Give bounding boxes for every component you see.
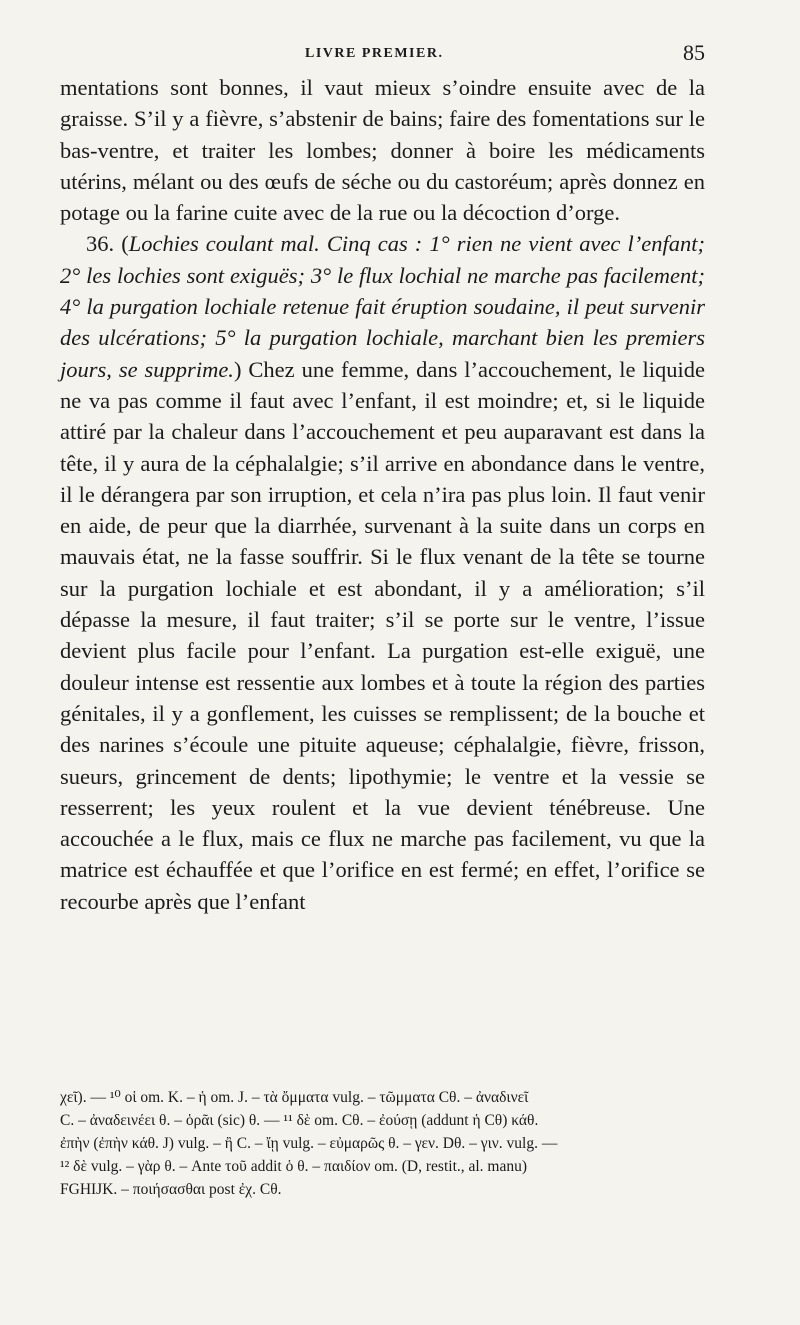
footnote-line: ¹² δὲ vulg. – γὰρ θ. – Ante τοῦ addit ὁ θ. – παιδίον om. (D, restit., al. manu) (60, 1158, 528, 1175)
footnotes (60, 1086, 710, 1201)
page-number: 85 (683, 40, 705, 65)
footnote-line: χεῖ). — ¹⁰ οἱ om. K. – ἡ om. J. – τὰ ὄμματα vulg. – τῶμματα Cθ. – ἀναδινεῖ (60, 1089, 529, 1106)
running-head (60, 42, 705, 68)
footnote-line: FGHIJK. – ποιήσασθαι post ἐχ. Cθ. (60, 1181, 282, 1198)
paragraph-body: ) Chez une femme, dans l’accouchement, le liquide ne va pas comme il faut avec l’enfant, il est moindre; et, si le liquide attiré par la chaleur dans l’accouchement et peu auparavant est dans la tête, il y aura de la céphalalgie; s’il arrive en abondance dans le ventre, il le dérangera par son irruption, et cela n’ira pas plus loin. Il faut venir en aide, de peur que la diarrhée, survenant à la suite dans un corps en mauvais état, ne la fasse souffrir. Si le flux venant de la tête se tourne sur la purgation lochiale et est abondant, il y a amélioration; s’il dépasse la mesure, il faut traiter; s’il se porte sur le ventre, l’issue devient plus facile pour l’enfant. La purgation est-elle exiguë, une douleur intense est ressentie aux lombes et à toute la région des parties génitales, il y a gonflement, les cuisses se remplissent; de la bouche et des narines s’écoule une pituite aqueuse; céphalalgie, fièvre, frisson, sueurs, grincement de dents; lipothymie; le ventre et la vessie se resserrent; les yeux roulent et la vue devient ténébreuse. Une accouchée a le flux, mais ce flux ne marche pas facilement, vu que la matrice est échauffée et que l’orifice en est fermé; en effet, l’orifice se recourbe après que l’enfant (60, 356, 705, 914)
main-text (60, 72, 705, 917)
paragraph-continued: mentations sont bonnes, il vaut mieux s’oindre ensuite avec de la graisse. S’il y a fièvre, s’abstenir de bains; faire des fomentations sur le bas-ventre, et traiter les lombes; donner à boire les médicaments utérins, mélant ou des œufs de séche ou du castoréum; après donnez en potage ou la farine cuite avec de la rue ou la décoction d’orge. (60, 75, 705, 226)
footnote-line: ἐπὴν (ἐπὴν κάθ. J) vulg. – ἢ C. – ἴῃ vulg. – εὐμαρῶς θ. – γεν. Dθ. – γιν. vulg. — (60, 1135, 558, 1152)
paragraph-36 (60, 228, 705, 917)
paragraph-number: 36. ( (86, 231, 129, 257)
running-title: LIVRE PREMIER. (305, 46, 444, 61)
footnote-line: C. – ἀναδεινέει θ. – ὁρᾶι (sic) θ. — ¹¹ δὲ om. Cθ. – ἐούσῃ (addunt ἡ Cθ) κάθ. (60, 1112, 539, 1129)
paragraph-summary: Lochies coulant mal. Cinq cas : 1° rien ne vient avec l’enfant; 2° les lochies sont exiguës; 3° le flux lochial ne marche pas facilement; 4° la purgation lochiale retenue fait éruption soudaine, il peut survenir des ulcérations; 5° la purgation lochiale, marchant bien les premiers jours, se supprime. (60, 231, 705, 382)
